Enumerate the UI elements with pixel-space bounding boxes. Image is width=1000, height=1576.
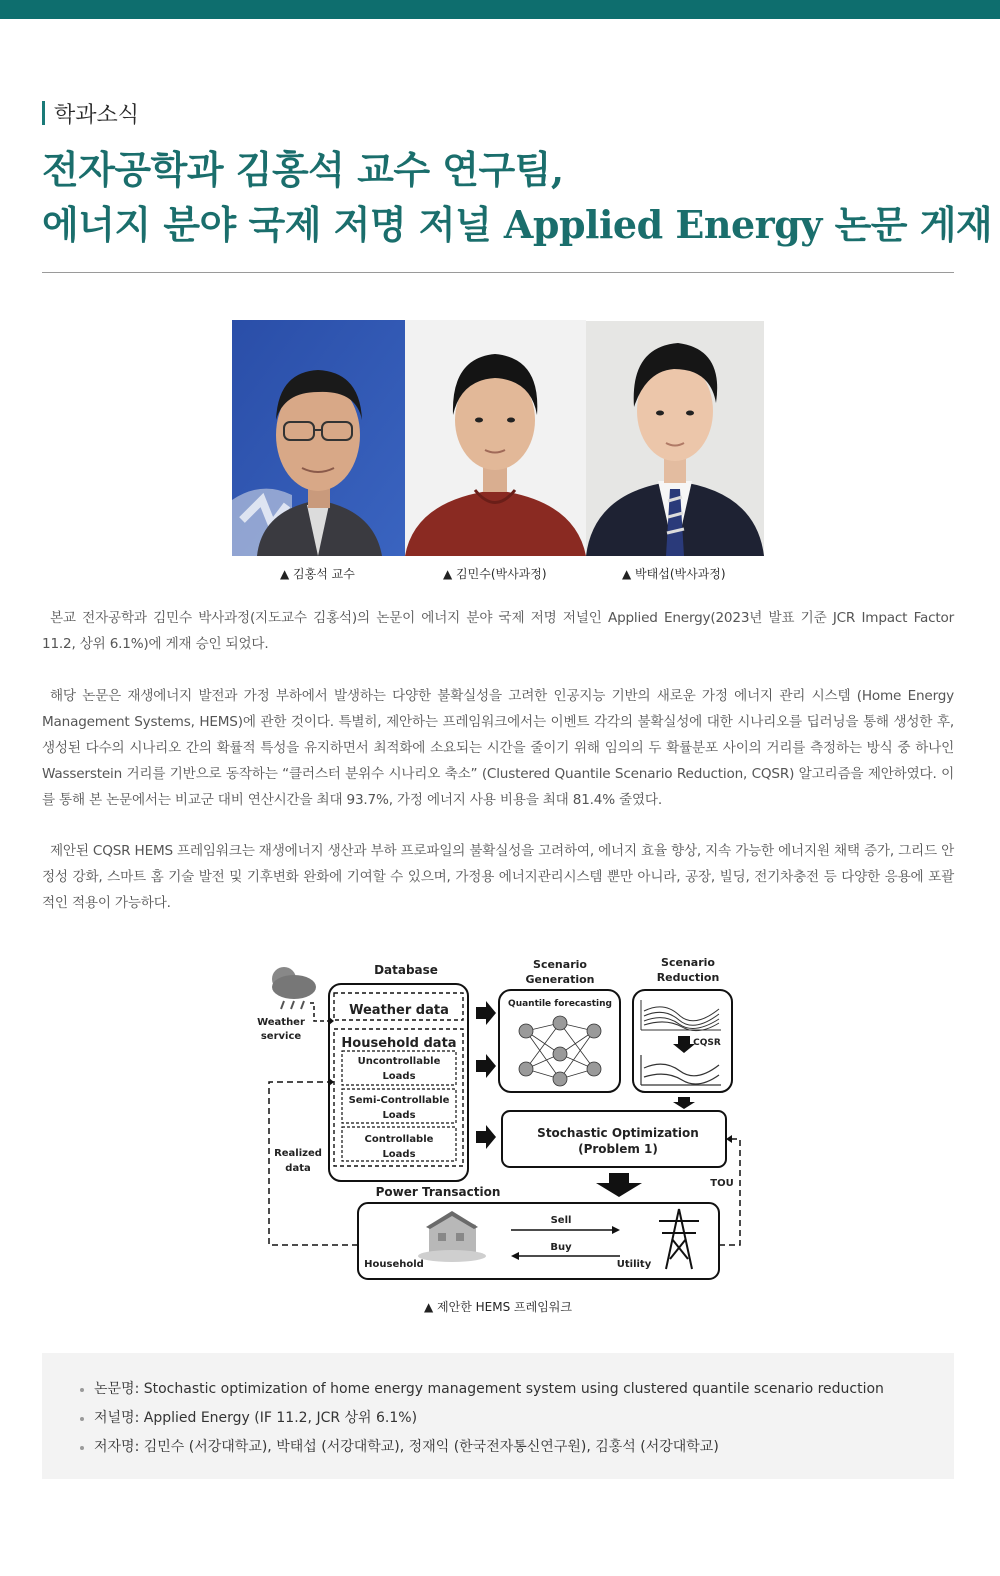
paragraph-1	[42, 605, 954, 657]
utility-tower-icon	[659, 1209, 699, 1269]
controllable-label-2: Loads	[382, 1149, 416, 1160]
stochastic-optimization-label-2: (Problem 1)	[578, 1142, 658, 1156]
sell-label: Sell	[550, 1215, 572, 1226]
photo-caption-park-taeseop: ▲ 박태섭(박사과정)	[622, 567, 726, 581]
paragraph-3-text: 제안된 CQSR HEMS 프레임워크는 재생에너지 생산과 부하 프로파일의 불확실성을 고려하여, 에너지 효율 향상, 지속 가능한 에너지원 채택 증가, 그리드 안정성 강화, 스마트 홈 기술 발전 및 기후변화 완화에 기여할 수 있으며, 가정용 에너지관리시스템 뿐만 아니라, 공장, 빌딩, 전기차충전 등 다양한 응용에 포괄적인 적용이 가능하다.	[42, 843, 954, 911]
photo-caption-professor: ▲ 김홍석 교수	[280, 567, 355, 581]
database-title: Database	[374, 963, 438, 977]
tou-line	[719, 1139, 740, 1245]
realized-data-loop-line	[269, 1082, 358, 1245]
buy-label: Buy	[550, 1242, 572, 1253]
household-label: Household	[364, 1259, 424, 1270]
uncontrollable-label-2: Loads	[382, 1071, 416, 1082]
article-title	[42, 142, 993, 252]
neural-network-icon	[519, 1016, 601, 1086]
stochastic-optimization-label-1: Stochastic Optimization	[537, 1126, 699, 1140]
photo-caption-kim-minsu: ▲ 김민수(박사과정)	[443, 567, 547, 581]
hems-framework-diagram	[254, 953, 754, 1283]
scenario-generation-title-1: Scenario	[533, 958, 587, 971]
arrow-database-to-optimization	[476, 1125, 496, 1149]
arrow-reduction-to-optimization	[673, 1097, 695, 1109]
paper-info-list	[80, 1375, 954, 1462]
scenario-reduction-title-2: Reduction	[656, 971, 720, 984]
arrow-weather-to-generation	[476, 1001, 496, 1025]
weather-service-label-1: Weather	[257, 1017, 305, 1028]
category-marker	[42, 101, 45, 125]
paragraph-2-text: 해당 논문은 재생에너지 발전과 가정 부하에서 발생하는 다양한 불확실성을 고려한 인공지능 기반의 새로운 가정 에너지 관리 시스템 (Home Energy Management Systems, HEMS)에 관한 것이다. 특별히, 제안하는 프레임워크에서는 이벤트 각각의 불확실성에 대한 시나리오를 딥러닝을 통해 생성한 후, 생성된 다수의 시나리오 간의 확률적 특성을 유지하면서 최적화에 소요되는 시간을 줄이기 위해 임의의 두 확률분포 사이의 거리를 측정하는 방식 중 하나인 Wasserstein 거리를 기반으로 동작하는 “클러스터 분위수 시나리오 축소” (Clustered Quantile Scenario Reduction, CQSR) 알고리즘을 제안하였다. 이를 통해 본 논문에서는 비교군 대비 연산시간을 최대 93.7%, 가정 에너지 사용 비용을 최대 81.4% 줄였다.	[42, 688, 954, 808]
controllable-label-1: Controllable	[364, 1134, 434, 1145]
semi-controllable-label-2: Loads	[382, 1110, 416, 1121]
uncontrollable-label-1: Uncontrollable	[357, 1056, 441, 1067]
weather-service-label-2: service	[260, 1031, 302, 1042]
authors-item: 저자명: 김민수 (서강대학교), 박태섭 (서강대학교), 정재익 (한국전자통신연구원), 김홍석 (서강대학교)	[80, 1433, 954, 1462]
paper-info-box	[42, 1353, 954, 1479]
photo-park-taeseop	[586, 321, 764, 556]
title-line-1: 전자공학과 김홍석 교수 연구팀,	[42, 147, 564, 192]
journal-item: 저널명: Applied Energy (IF 11.2, JCR 상위 6.1%)	[80, 1404, 954, 1433]
household-icon	[418, 1211, 486, 1262]
cqsr-down-arrow	[673, 1036, 695, 1053]
utility-label: Utility	[616, 1259, 652, 1270]
arrow-household-to-generation	[476, 1054, 496, 1078]
title-divider	[42, 272, 954, 273]
weather-feed-line	[310, 1003, 329, 1021]
photo-kim-minsu	[405, 320, 586, 556]
semi-controllable-label-1: Semi-Controllable	[348, 1095, 450, 1106]
category-label	[42, 98, 139, 128]
realized-data-label-2: data	[285, 1163, 311, 1174]
title-line-2: 에너지 분야 국제 저명 저널 Applied Energy 논문 게재	[42, 202, 993, 247]
cqsr-label: CQSR	[693, 1038, 721, 1048]
figure-caption: ▲ 제안한 HEMS 프레임워크	[424, 1300, 572, 1314]
weather-cloud-icon	[272, 967, 316, 1009]
paper-title-item: 논문명: Stochastic optimization of home energy management system using clustered quantile scenario reduction	[80, 1375, 954, 1404]
scenario-curves-top	[641, 1000, 721, 1031]
tou-label: TOU	[710, 1178, 734, 1189]
paragraph-2	[42, 683, 954, 813]
scenario-reduction-title-1: Scenario	[661, 956, 715, 969]
scenario-generation-title-2: Generation	[525, 973, 595, 986]
scenario-curves-bottom	[641, 1055, 721, 1085]
realized-data-label-1: Realized	[274, 1148, 322, 1159]
weather-data-label: Weather data	[349, 1003, 449, 1018]
paragraph-3	[42, 838, 954, 916]
arrow-optimization-to-transaction	[596, 1173, 642, 1197]
top-accent-bar	[0, 0, 1000, 19]
category-text: 학과소식	[54, 102, 140, 128]
power-transaction-title: Power Transaction	[375, 1185, 501, 1199]
photo-professor	[232, 320, 405, 556]
paragraph-1-text: 본교 전자공학과 김민수 박사과정(지도교수 김홍석)의 논문이 에너지 분야 국제 저명 저널인 Applied Energy(2023년 발표 기준 JCR Impact Factor 11.2, 상위 6.1%)에 게재 승인 되었다.	[42, 610, 954, 652]
quantile-forecasting-label: Quantile forecasting	[508, 999, 612, 1009]
household-data-label: Household data	[341, 1036, 457, 1051]
